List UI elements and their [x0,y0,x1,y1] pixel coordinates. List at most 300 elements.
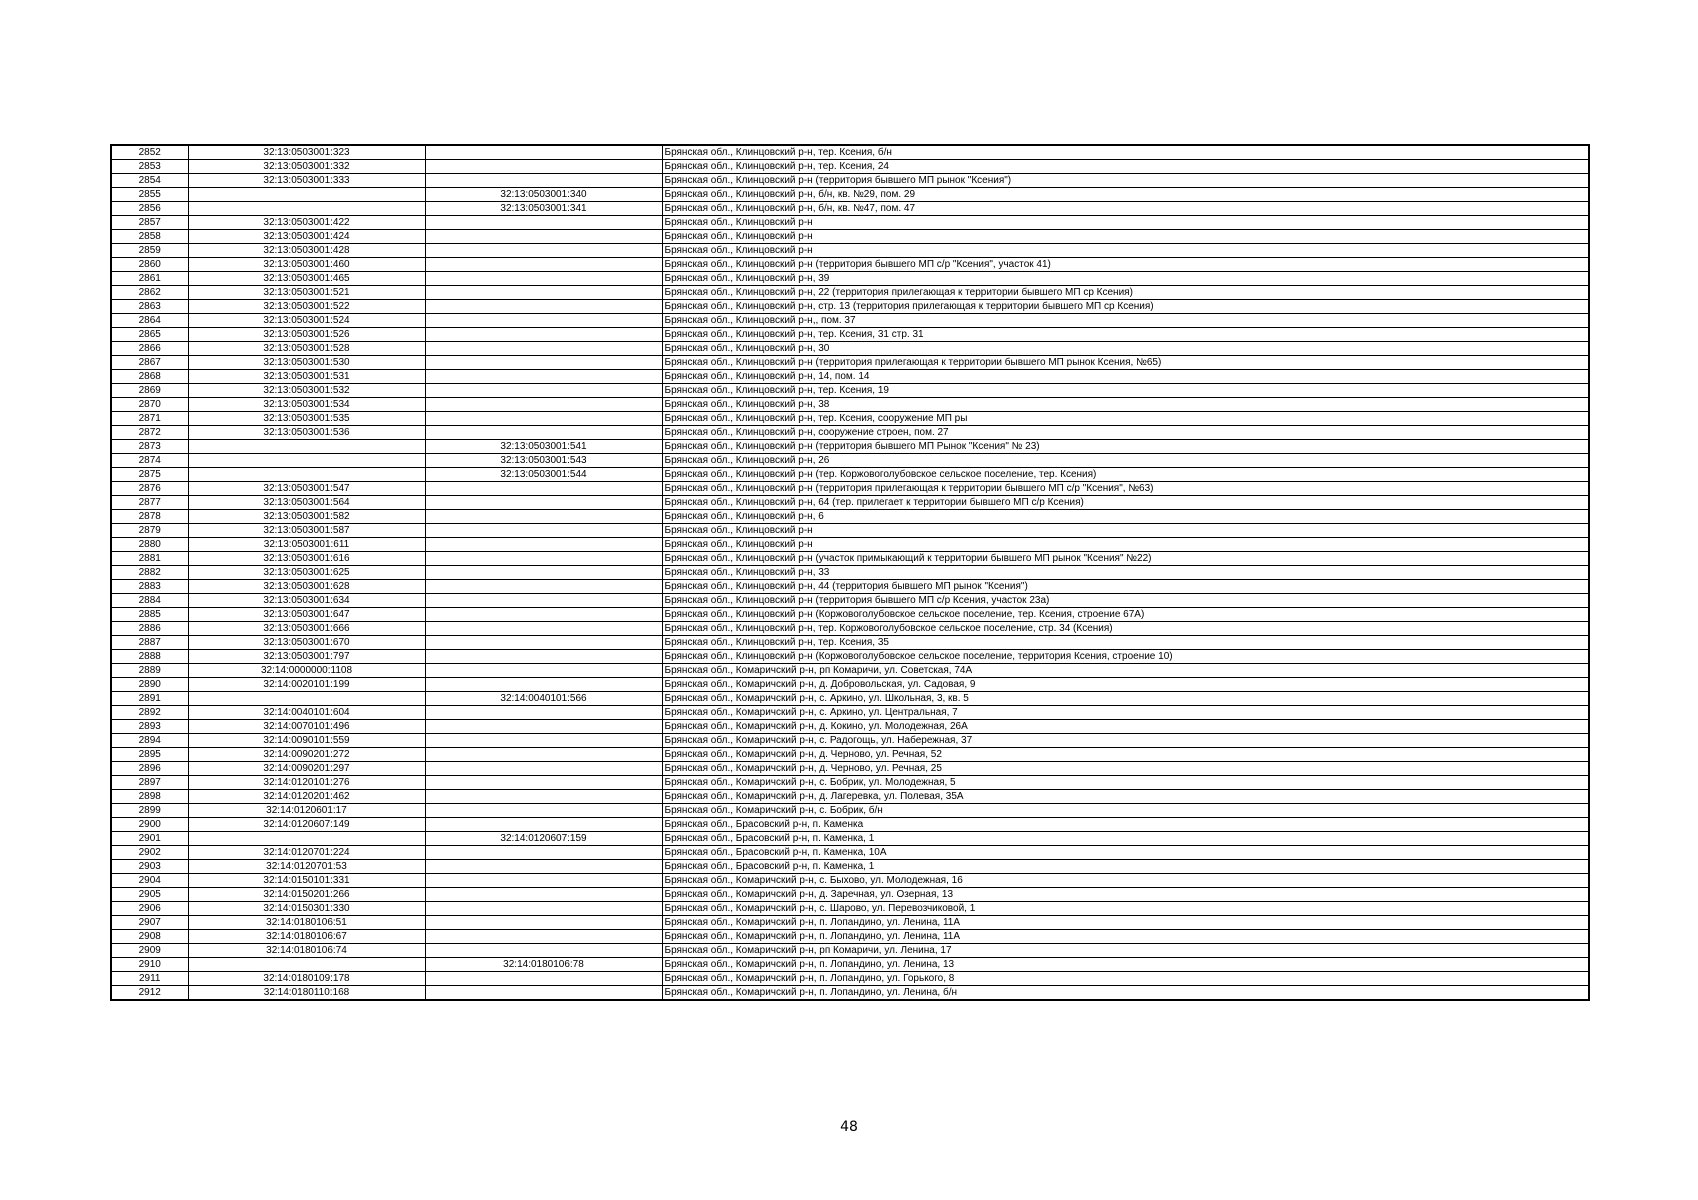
row-number-cell: 2865 [111,328,188,342]
cadastral-number-alt-cell [425,762,662,776]
row-number-cell: 2875 [111,468,188,482]
table-row [111,426,1589,440]
address-cell: Брянская обл., Клинцовский р-н (территория бывшего МП с/р Ксения, участок 23а) [662,594,1589,608]
row-number-cell: 2912 [111,986,188,1001]
address-cell: Брянская обл., Клинцовский р-н, тер. Ксения, 24 [662,160,1589,174]
address-cell: Брянская обл., Клинцовский р-н, тер. Ксения, 31 стр. 31 [662,328,1589,342]
table-row [111,510,1589,524]
cadastral-number-cell: 32:13:0503001:587 [188,524,425,538]
cadastral-number-alt-cell [425,776,662,790]
row-number-cell: 2886 [111,622,188,636]
address-cell: Брянская обл., Клинцовский р-н, тер. Коржовоголубовское сельское поселение, стр. 34 (Ксения) [662,622,1589,636]
address-cell: Брянская обл., Комаричский р-н, д. Кокино, ул. Молодежная, 26А [662,720,1589,734]
address-cell: Брянская обл., Клинцовский р-н, 44 (территория бывшего МП рынок "Ксения") [662,580,1589,594]
cadastral-number-cell: 32:13:0503001:625 [188,566,425,580]
cadastral-number-alt-cell [425,384,662,398]
table-row [111,342,1589,356]
table-row [111,244,1589,258]
address-cell: Брянская обл., Клинцовский р-н, 6 [662,510,1589,524]
table-row [111,762,1589,776]
address-cell: Брянская обл., Клинцовский р-н (территория бывшего МП рынок "Ксения") [662,174,1589,188]
table-row [111,202,1589,216]
cadastral-number-cell: 32:14:0150301:330 [188,902,425,916]
table-row [111,496,1589,510]
cadastral-number-cell: 32:13:0503001:628 [188,580,425,594]
row-number-cell: 2859 [111,244,188,258]
row-number-cell: 2867 [111,356,188,370]
table-row [111,874,1589,888]
cadastral-number-cell: 32:13:0503001:564 [188,496,425,510]
row-number-cell: 2852 [111,145,188,160]
cadastral-number-alt-cell [425,930,662,944]
table-row [111,594,1589,608]
address-cell: Брянская обл., Комаричский р-н, п. Лопандино, ул. Ленина, б/н [662,986,1589,1001]
cadastral-number-alt-cell [425,902,662,916]
cadastral-number-cell: 32:13:0503001:634 [188,594,425,608]
row-number-cell: 2889 [111,664,188,678]
address-cell: Брянская обл., Клинцовский р-н [662,524,1589,538]
cadastral-number-cell: 32:13:0503001:611 [188,538,425,552]
cadastral-number-alt-cell [425,426,662,440]
address-cell: Брянская обл., Клинцовский р-н, сооружение строен, пом. 27 [662,426,1589,440]
table-row [111,314,1589,328]
cadastral-number-alt-cell [425,972,662,986]
cadastral-number-cell: 32:13:0503001:424 [188,230,425,244]
table-row [111,650,1589,664]
cadastral-table [110,144,1590,1001]
table-row [111,818,1589,832]
row-number-cell: 2884 [111,594,188,608]
cadastral-number-cell: 32:14:0180110:168 [188,986,425,1001]
cadastral-number-cell: 32:13:0503001:422 [188,216,425,230]
cadastral-number-cell: 32:13:0503001:647 [188,608,425,622]
table-row [111,986,1589,1001]
address-cell: Брянская обл., Клинцовский р-н (участок примыкающий к территории бывшего МП рынок "Ксения" №22) [662,552,1589,566]
table-row [111,972,1589,986]
table-body [111,145,1589,1000]
table-row [111,832,1589,846]
cadastral-number-cell: 32:13:0503001:333 [188,174,425,188]
row-number-cell: 2901 [111,832,188,846]
table-row [111,370,1589,384]
cadastral-number-alt-cell [425,412,662,426]
address-cell: Брянская обл., Комаричский р-н, с. Радогощь, ул. Набережная, 37 [662,734,1589,748]
cadastral-number-alt-cell [425,874,662,888]
address-cell: Брянская обл., Клинцовский р-н, тер. Ксения, 19 [662,384,1589,398]
cadastral-number-cell: 32:14:0180109:178 [188,972,425,986]
row-number-cell: 2882 [111,566,188,580]
row-number-cell: 2869 [111,384,188,398]
row-number-cell: 2904 [111,874,188,888]
cadastral-number-alt-cell [425,804,662,818]
cadastral-number-alt-cell: 32:13:0503001:541 [425,440,662,454]
cadastral-number-cell [188,468,425,482]
cadastral-number-cell: 32:14:0040101:604 [188,706,425,720]
cadastral-number-alt-cell [425,706,662,720]
cadastral-number-alt-cell [425,398,662,412]
cadastral-number-cell: 32:14:0120101:276 [188,776,425,790]
row-number-cell: 2895 [111,748,188,762]
cadastral-number-alt-cell [425,244,662,258]
table-row [111,846,1589,860]
row-number-cell: 2860 [111,258,188,272]
address-cell: Брянская обл., Комаричский р-н, д. Черново, ул. Речная, 25 [662,762,1589,776]
address-cell: Брянская обл., Клинцовский р-н, б/н, кв. №47, пом. 47 [662,202,1589,216]
cadastral-number-alt-cell [425,888,662,902]
table-row [111,454,1589,468]
row-number-cell: 2902 [111,846,188,860]
address-cell: Брянская обл., Клинцовский р-н, 30 [662,342,1589,356]
cadastral-number-alt-cell [425,860,662,874]
table-row [111,930,1589,944]
row-number-cell: 2890 [111,678,188,692]
cadastral-number-cell: 32:14:0120201:462 [188,790,425,804]
cadastral-number-cell: 32:13:0503001:616 [188,552,425,566]
cadastral-number-cell: 32:13:0503001:670 [188,636,425,650]
cadastral-number-cell: 32:14:0120701:53 [188,860,425,874]
table-row [111,258,1589,272]
table-row [111,958,1589,972]
cadastral-number-alt-cell [425,510,662,524]
table-row [111,720,1589,734]
cadastral-number-cell: 32:14:0070101:496 [188,720,425,734]
cadastral-number-alt-cell [425,818,662,832]
cadastral-number-cell: 32:14:0090101:559 [188,734,425,748]
address-cell: Брянская обл., Клинцовский р-н [662,230,1589,244]
cadastral-number-cell: 32:14:0020101:199 [188,678,425,692]
cadastral-number-alt-cell [425,328,662,342]
table-row [111,608,1589,622]
cadastral-number-cell: 32:13:0503001:522 [188,300,425,314]
address-cell: Брянская обл., Клинцовский р-н [662,538,1589,552]
table-row [111,174,1589,188]
address-cell: Брянская обл., Комаричский р-н, с. Аркино, ул. Центральная, 7 [662,706,1589,720]
cadastral-number-alt-cell [425,370,662,384]
table-row [111,944,1589,958]
table-row [111,692,1589,706]
address-cell: Брянская обл., Клинцовский р-н (территория прилегающая к территории бывшего МП рынок Ксения, №65) [662,356,1589,370]
cadastral-number-cell [188,832,425,846]
address-cell: Брянская обл., Комаричский р-н, д. Добровольская, ул. Садовая, 9 [662,678,1589,692]
address-cell: Брянская обл., Комаричский р-н, с. Бобрик, ул. Молодежная, 5 [662,776,1589,790]
table-row [111,622,1589,636]
cadastral-number-alt-cell [425,496,662,510]
cadastral-number-alt-cell: 32:13:0503001:543 [425,454,662,468]
row-number-cell: 2855 [111,188,188,202]
address-cell: Брянская обл., Клинцовский р-н (территория бывшего МП Рынок "Ксения" № 23) [662,440,1589,454]
cadastral-number-cell: 32:13:0503001:465 [188,272,425,286]
cadastral-number-cell: 32:13:0503001:547 [188,482,425,496]
address-cell: Брянская обл., Комаричский р-н, д. Лагеревка, ул. Полевая, 35А [662,790,1589,804]
row-number-cell: 2892 [111,706,188,720]
row-number-cell: 2883 [111,580,188,594]
address-cell: Брянская обл., Комаричский р-н, рп Комаричи, ул. Ленина, 17 [662,944,1589,958]
cadastral-number-alt-cell: 32:14:0040101:566 [425,692,662,706]
row-number-cell: 2857 [111,216,188,230]
cadastral-number-cell: 32:14:0150101:331 [188,874,425,888]
address-cell: Брянская обл., Клинцовский р-н (Коржовоголубовское сельское поселение, тер. Ксения, строение 67А) [662,608,1589,622]
table-row [111,566,1589,580]
table-row [111,678,1589,692]
cadastral-number-alt-cell [425,538,662,552]
cadastral-number-cell: 32:13:0503001:535 [188,412,425,426]
row-number-cell: 2876 [111,482,188,496]
table-row [111,888,1589,902]
cadastral-number-alt-cell [425,594,662,608]
cadastral-number-alt-cell [425,314,662,328]
address-cell: Брянская обл., Клинцовский р-н (тер. Коржовоголубовское сельское поселение, тер. Ксения) [662,468,1589,482]
cadastral-number-alt-cell [425,482,662,496]
cadastral-number-cell [188,440,425,454]
row-number-cell: 2880 [111,538,188,552]
cadastral-number-cell: 32:13:0503001:666 [188,622,425,636]
cadastral-number-alt-cell [425,636,662,650]
cadastral-number-cell: 32:14:0120701:224 [188,846,425,860]
address-cell: Брянская обл., Клинцовский р-н (территория прилегающая к территории бывшего МП с/р "Ксения", №63) [662,482,1589,496]
cadastral-number-cell: 32:13:0503001:528 [188,342,425,356]
cadastral-number-cell: 32:14:0120607:149 [188,818,425,832]
table-row [111,916,1589,930]
row-number-cell: 2898 [111,790,188,804]
cadastral-number-alt-cell [425,230,662,244]
address-cell: Брянская обл., Брасовский р-н, п. Каменка, 1 [662,832,1589,846]
row-number-cell: 2909 [111,944,188,958]
address-cell: Брянская обл., Клинцовский р-н, тер. Ксения, б/н [662,145,1589,160]
cadastral-number-alt-cell [425,174,662,188]
table-row [111,706,1589,720]
cadastral-number-alt-cell [425,566,662,580]
cadastral-number-alt-cell [425,986,662,1001]
row-number-cell: 2871 [111,412,188,426]
row-number-cell: 2894 [111,734,188,748]
address-cell: Брянская обл., Комаричский р-н, с. Быхово, ул. Молодежная, 16 [662,874,1589,888]
row-number-cell: 2910 [111,958,188,972]
table-row [111,538,1589,552]
row-number-cell: 2870 [111,398,188,412]
cadastral-number-alt-cell [425,944,662,958]
cadastral-number-cell: 32:13:0503001:534 [188,398,425,412]
table-row [111,902,1589,916]
cadastral-number-alt-cell [425,300,662,314]
cadastral-number-alt-cell [425,272,662,286]
table-row [111,328,1589,342]
table-row [111,790,1589,804]
cadastral-number-cell: 32:14:0000000:1108 [188,664,425,678]
cadastral-number-cell: 32:13:0503001:428 [188,244,425,258]
address-cell: Брянская обл., Клинцовский р-н, 38 [662,398,1589,412]
table-row [111,776,1589,790]
table-row [111,230,1589,244]
address-cell: Брянская обл., Комаричский р-н, с. Шарово, ул. Перевозчиковой, 1 [662,902,1589,916]
row-number-cell: 2853 [111,160,188,174]
address-cell: Брянская обл., Клинцовский р-н, стр. 13 (территория прилегающая к территории бывшего МП ср Ксения) [662,300,1589,314]
address-cell: Брянская обл., Клинцовский р-н (территория бывшего МП с/р "Ксения", участок 41) [662,258,1589,272]
cadastral-number-cell: 32:13:0503001:524 [188,314,425,328]
cadastral-number-cell: 32:14:0180106:67 [188,930,425,944]
address-cell: Брянская обл., Комаричский р-н, д. Черново, ул. Речная, 52 [662,748,1589,762]
row-number-cell: 2907 [111,916,188,930]
row-number-cell: 2862 [111,286,188,300]
address-cell: Брянская обл., Клинцовский р-н [662,216,1589,230]
row-number-cell: 2868 [111,370,188,384]
row-number-cell: 2863 [111,300,188,314]
table-row [111,636,1589,650]
cadastral-number-cell: 32:13:0503001:323 [188,145,425,160]
address-cell: Брянская обл., Клинцовский р-н, 26 [662,454,1589,468]
row-number-cell: 2903 [111,860,188,874]
table-row [111,440,1589,454]
address-cell: Брянская обл., Комаричский р-н, п. Лопандино, ул. Ленина, 13 [662,958,1589,972]
cadastral-number-alt-cell [425,664,662,678]
cadastral-number-cell: 32:14:0180106:51 [188,916,425,930]
cadastral-number-cell [188,692,425,706]
address-cell: Брянская обл., Брасовский р-н, п. Каменка [662,818,1589,832]
address-cell: Брянская обл., Комаричский р-н, д. Заречная, ул. Озерная, 13 [662,888,1589,902]
cadastral-number-cell: 32:14:0150201:266 [188,888,425,902]
cadastral-number-cell: 32:14:0180106:74 [188,944,425,958]
cadastral-number-alt-cell [425,552,662,566]
address-cell: Брянская обл., Клинцовский р-н, 22 (территория прилегающая к территории бывшего МП ср Ксения) [662,286,1589,300]
cadastral-number-cell: 32:14:0090201:297 [188,762,425,776]
row-number-cell: 2896 [111,762,188,776]
cadastral-number-alt-cell: 32:13:0503001:340 [425,188,662,202]
cadastral-number-cell [188,188,425,202]
cadastral-number-cell: 32:13:0503001:797 [188,650,425,664]
cadastral-number-alt-cell: 32:14:0180106:78 [425,958,662,972]
row-number-cell: 2885 [111,608,188,622]
row-number-cell: 2872 [111,426,188,440]
row-number-cell: 2856 [111,202,188,216]
cadastral-number-alt-cell: 32:13:0503001:544 [425,468,662,482]
table-row [111,384,1589,398]
cadastral-number-alt-cell [425,216,662,230]
table-row [111,580,1589,594]
address-cell: Брянская обл., Комаричский р-н, п. Лопандино, ул. Ленина, 11А [662,930,1589,944]
table-row [111,356,1589,370]
row-number-cell: 2874 [111,454,188,468]
row-number-cell: 2873 [111,440,188,454]
row-number-cell: 2854 [111,174,188,188]
table-row [111,216,1589,230]
cadastral-number-alt-cell [425,678,662,692]
row-number-cell: 2893 [111,720,188,734]
address-cell: Брянская обл., Брасовский р-н, п. Каменка, 1 [662,860,1589,874]
table-row [111,482,1589,496]
address-cell: Брянская обл., Клинцовский р-н, тер. Ксения, сооружение МП ры [662,412,1589,426]
table-row [111,300,1589,314]
cadastral-number-cell: 32:13:0503001:332 [188,160,425,174]
row-number-cell: 2866 [111,342,188,356]
table-row [111,860,1589,874]
address-cell: Брянская обл., Комаричский р-н, п. Лопандино, ул. Горького, 8 [662,972,1589,986]
row-number-cell: 2858 [111,230,188,244]
cadastral-number-alt-cell [425,258,662,272]
cadastral-number-alt-cell [425,790,662,804]
address-cell: Брянская обл., Комаричский р-н, с. Аркино, ул. Школьная, 3, кв. 5 [662,692,1589,706]
cadastral-number-cell: 32:13:0503001:460 [188,258,425,272]
cadastral-number-cell: 32:13:0503001:531 [188,370,425,384]
cadastral-number-cell [188,202,425,216]
cadastral-number-cell: 32:13:0503001:536 [188,426,425,440]
address-cell: Брянская обл., Клинцовский р-н, тер. Ксения, 35 [662,636,1589,650]
cadastral-number-alt-cell [425,916,662,930]
cadastral-number-cell: 32:13:0503001:582 [188,510,425,524]
cadastral-number-cell: 32:13:0503001:526 [188,328,425,342]
cadastral-number-alt-cell [425,160,662,174]
address-cell: Брянская обл., Комаричский р-н, рп Комаричи, ул. Советская, 74А [662,664,1589,678]
row-number-cell: 2905 [111,888,188,902]
table-row [111,468,1589,482]
cadastral-number-alt-cell [425,356,662,370]
address-cell: Брянская обл., Клинцовский р-н, 39 [662,272,1589,286]
row-number-cell: 2877 [111,496,188,510]
table-row [111,160,1589,174]
address-cell: Брянская обл., Клинцовский р-н, 64 (тер. прилегает к территории бывшего МП с/р Ксения) [662,496,1589,510]
address-cell: Брянская обл., Клинцовский р-н, б/н, кв. №29, пом. 29 [662,188,1589,202]
cadastral-number-alt-cell [425,608,662,622]
row-number-cell: 2908 [111,930,188,944]
address-cell: Брянская обл., Клинцовский р-н (Коржовоголубовское сельское поселение, территория Ксения, строение 10) [662,650,1589,664]
row-number-cell: 2897 [111,776,188,790]
cadastral-number-cell [188,958,425,972]
row-number-cell: 2888 [111,650,188,664]
table-row [111,412,1589,426]
cadastral-number-cell [188,454,425,468]
row-number-cell: 2879 [111,524,188,538]
table-row [111,272,1589,286]
table-row [111,748,1589,762]
page-number: 48 [840,1119,858,1135]
row-number-cell: 2861 [111,272,188,286]
address-cell: Брянская обл., Комаричский р-н, п. Лопандино, ул. Ленина, 11А [662,916,1589,930]
table-row [111,664,1589,678]
address-cell: Брянская обл., Клинцовский р-н, 14, пом. 14 [662,370,1589,384]
row-number-cell: 2878 [111,510,188,524]
address-cell: Брянская обл., Комаричский р-н, с. Бобрик, б/н [662,804,1589,818]
cadastral-number-alt-cell: 32:13:0503001:341 [425,202,662,216]
cadastral-number-alt-cell [425,650,662,664]
row-number-cell: 2911 [111,972,188,986]
table-row [111,524,1589,538]
row-number-cell: 2899 [111,804,188,818]
row-number-cell: 2906 [111,902,188,916]
cadastral-number-alt-cell [425,342,662,356]
row-number-cell: 2887 [111,636,188,650]
cadastral-number-alt-cell: 32:14:0120607:159 [425,832,662,846]
table-row [111,188,1589,202]
cadastral-number-alt-cell [425,720,662,734]
cadastral-number-alt-cell [425,748,662,762]
cadastral-number-alt-cell [425,145,662,160]
row-number-cell: 2891 [111,692,188,706]
cadastral-number-alt-cell [425,846,662,860]
row-number-cell: 2881 [111,552,188,566]
address-cell: Брянская обл., Брасовский р-н, п. Каменка, 10А [662,846,1589,860]
address-cell: Брянская обл., Клинцовский р-н, 33 [662,566,1589,580]
cadastral-number-alt-cell [425,580,662,594]
table-row [111,804,1589,818]
table-row [111,552,1589,566]
cadastral-number-cell: 32:14:0090201:272 [188,748,425,762]
table-row [111,286,1589,300]
cadastral-number-cell: 32:13:0503001:530 [188,356,425,370]
cadastral-number-alt-cell [425,734,662,748]
cadastral-number-alt-cell [425,524,662,538]
cadastral-number-cell: 32:13:0503001:532 [188,384,425,398]
table-row [111,398,1589,412]
cadastral-number-alt-cell [425,622,662,636]
table-row [111,734,1589,748]
